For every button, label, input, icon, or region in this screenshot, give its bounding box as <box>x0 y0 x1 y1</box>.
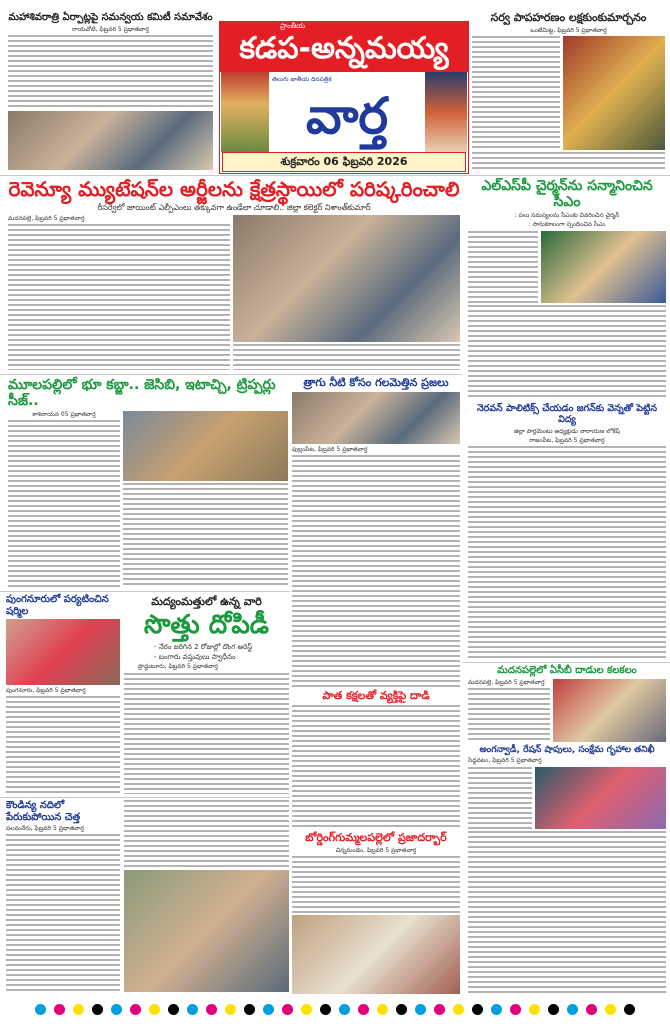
divider <box>462 662 670 663</box>
dateline: కాశినాయన 05 ప్రభాతవార్త <box>32 411 96 419</box>
dateline: సిద్దవటం, ఫిబ్రవరి 5 ప్రభాతవార్త <box>468 757 542 765</box>
masthead-date: శుక్రవారం 06 ఫిబ్రవరి 2026 <box>222 152 466 172</box>
article-body <box>123 483 288 588</box>
article-body <box>292 705 460 828</box>
subheadline: రీసర్వేలో జాయింట్ ఎల్పీఎంలు తక్కువగా ఉండేలా చూడాలి.. జిల్లా కలెక్టర్ నిశాంత్‌కుమార్ <box>97 203 371 212</box>
deity-image <box>221 72 269 152</box>
article-sharmila <box>6 594 120 794</box>
article-photo <box>6 619 120 685</box>
masthead-kicker: ప్రాంతీయ <box>280 22 306 30</box>
article-body <box>468 446 666 658</box>
article-body <box>468 831 666 995</box>
article-body <box>6 696 120 794</box>
headline-sharmila: పుంగనూరులో పర్యటించిన షర్మిల <box>6 594 109 617</box>
article-robbery <box>124 596 289 794</box>
annamayya-image <box>425 72 467 152</box>
article-photo <box>541 231 666 304</box>
color-registration-bar <box>0 1000 670 1020</box>
article-body <box>468 305 666 400</box>
article-body <box>292 455 460 687</box>
article-kumkumarchana <box>472 12 665 172</box>
article-body <box>292 856 460 913</box>
bullet-point: - నేరం జరిగిన 2 రోజుల్లో దొంగ అరెస్ట్ <box>154 642 253 651</box>
article-photo <box>124 870 289 992</box>
article-photo <box>292 392 460 444</box>
divider <box>0 797 290 798</box>
article-photo <box>553 679 666 743</box>
headline-jagan: నెరవన్ పాలిటిక్స్ చేయడం జగన్‌కు వెన్నతో పెట్టిన విద్య <box>477 403 657 425</box>
dateline: పుల్లంపేట, ఫిబ్రవరి 5 ప్రభాతవార్త <box>292 445 368 453</box>
dateline: రాయచోటి, ఫిబ్రవరి 5 ప్రభాతవార్త <box>72 25 149 33</box>
article-photo <box>233 215 460 343</box>
divider <box>0 591 290 592</box>
article-kondinya <box>6 800 120 994</box>
article-photo <box>563 36 665 150</box>
bullet-point: - బంగారు వస్తువులు స్వాధీనం <box>154 652 236 661</box>
headline-anganwadi: అంగన్వాడీ, రేషన్ షాపులు, సంక్షేమ గృహాల తనిఖీ <box>479 745 655 755</box>
article-jagan <box>468 404 666 658</box>
masthead-brand: వార్త <box>305 87 389 145</box>
article-attack <box>292 690 460 828</box>
article-photo <box>292 915 460 994</box>
divider <box>0 175 670 176</box>
dateline: ప్రొద్దుటూరు, ఫిబ్రవరి 5 ప్రభాతవార్త <box>138 663 218 671</box>
dateline: మదనపల్లె, ఫిబ్రవరి 5 ప్రభాతవార్త <box>468 678 545 686</box>
article-body <box>468 767 532 830</box>
article-body <box>8 224 230 370</box>
headline-acb: మదనపల్లెలో ఏసీబీ దాడుల కలకలం <box>497 665 637 676</box>
headline-shivaratri: మహాశివరాత్రి ఏర్పాట్లపై సమన్వయ కమిటీ సమావేశం <box>8 12 213 23</box>
article-revenue <box>8 178 460 370</box>
article-body <box>472 36 560 150</box>
subheadline: : సానుకూలంగా స్పందించిన సీఎం <box>528 221 606 229</box>
headline-robbery: సొత్తు దోపిడీ <box>143 609 270 640</box>
masthead-tagline: తెలుగు జాతీయ దినపత్రిక <box>272 76 332 83</box>
article-body <box>8 35 213 109</box>
article-body <box>233 344 460 370</box>
headline-darbar: బోర్డింగ్‌గుమ్మలపల్లెలో ప్రజాదర్బార్ <box>305 831 447 844</box>
headline-moolapalli: మూలపల్లిలో భూ కబ్జా.. జెసిబి, ఇటాచ్చి, ట్రిప్పర్లు సీజ్.. <box>8 377 276 410</box>
article-body <box>472 152 665 172</box>
article-body <box>124 800 289 868</box>
dateline: ఒంటిమిట్ట, ఫిబ్రవరి 5 ప్రభాతవార్త <box>530 26 607 34</box>
dateline: పలమనేరు, ఫిబ్రవరి 5 ప్రభాతవార్త <box>6 825 84 832</box>
subheadline: : పలు సమస్యలను సీఎంకు వివరించిన చైర్మన్ <box>514 212 620 220</box>
subheadline: జిల్లా పార్లమెంటు అధ్యక్షుడు నారాయణ లోకేష్ <box>514 427 620 435</box>
article-darbar <box>292 832 460 994</box>
article-body <box>468 688 550 742</box>
headline-lsp: ఎల్ఎస్‌పీ చైర్మన్‌ను సన్మానించిన సీఎం <box>481 178 653 211</box>
headline-water: త్రాగు నీటి కోసం గలమెత్తిన ప్రజలు <box>303 376 449 389</box>
divider <box>0 374 462 375</box>
article-body <box>6 834 120 994</box>
headline-revenue: రెవెన్యూ మ్యుటేషన్‌ల అర్జీలను క్షేత్రస్థాయిలో పరిష్కరించాలి <box>8 177 460 201</box>
article-body <box>468 231 538 304</box>
article-body <box>8 420 120 588</box>
article-lsp <box>468 178 666 400</box>
article-body <box>124 673 289 795</box>
article-photo <box>123 411 288 481</box>
masthead <box>219 21 469 174</box>
dateline: పుంగనూరు, ఫిబ్రవరి 5 ప్రభాతవార్త <box>6 687 86 694</box>
dateline: రాజంపేట, ఫిబ్రవరి 5 ప్రభాతవార్త <box>529 437 605 445</box>
article-photo <box>8 111 213 170</box>
article-water <box>292 377 460 687</box>
headline-attack: పాత కక్షలతో వ్యక్తిపై దాడి <box>322 689 430 702</box>
dateline: మదనపల్లె, ఫిబ్రవరి 5 ప్రభాతవార్త <box>8 214 85 222</box>
article-photo <box>535 767 666 830</box>
article-shivaratri <box>8 12 213 170</box>
article-photo-block <box>124 800 289 992</box>
article-moolapalli <box>8 377 288 588</box>
kicker-robbery: మద్యంమత్తులో ఉన్న వారి <box>151 595 262 608</box>
article-anganwadi <box>468 745 666 995</box>
article-acb <box>468 665 666 742</box>
masthead-title: కడప-అన్నమయ్య <box>239 31 449 66</box>
headline-kumkumarchana: సర్వ పాపహరణం లక్షకుంకుమార్చనం <box>490 11 647 24</box>
headline-kondinya: కౌండిన్య నదిలో పేరుకుపోయిన చెత్త <box>6 800 81 823</box>
dateline: చిన్నమండెం, ఫిబ్రవరి 5 ప్రభాతవార్త <box>335 846 417 854</box>
